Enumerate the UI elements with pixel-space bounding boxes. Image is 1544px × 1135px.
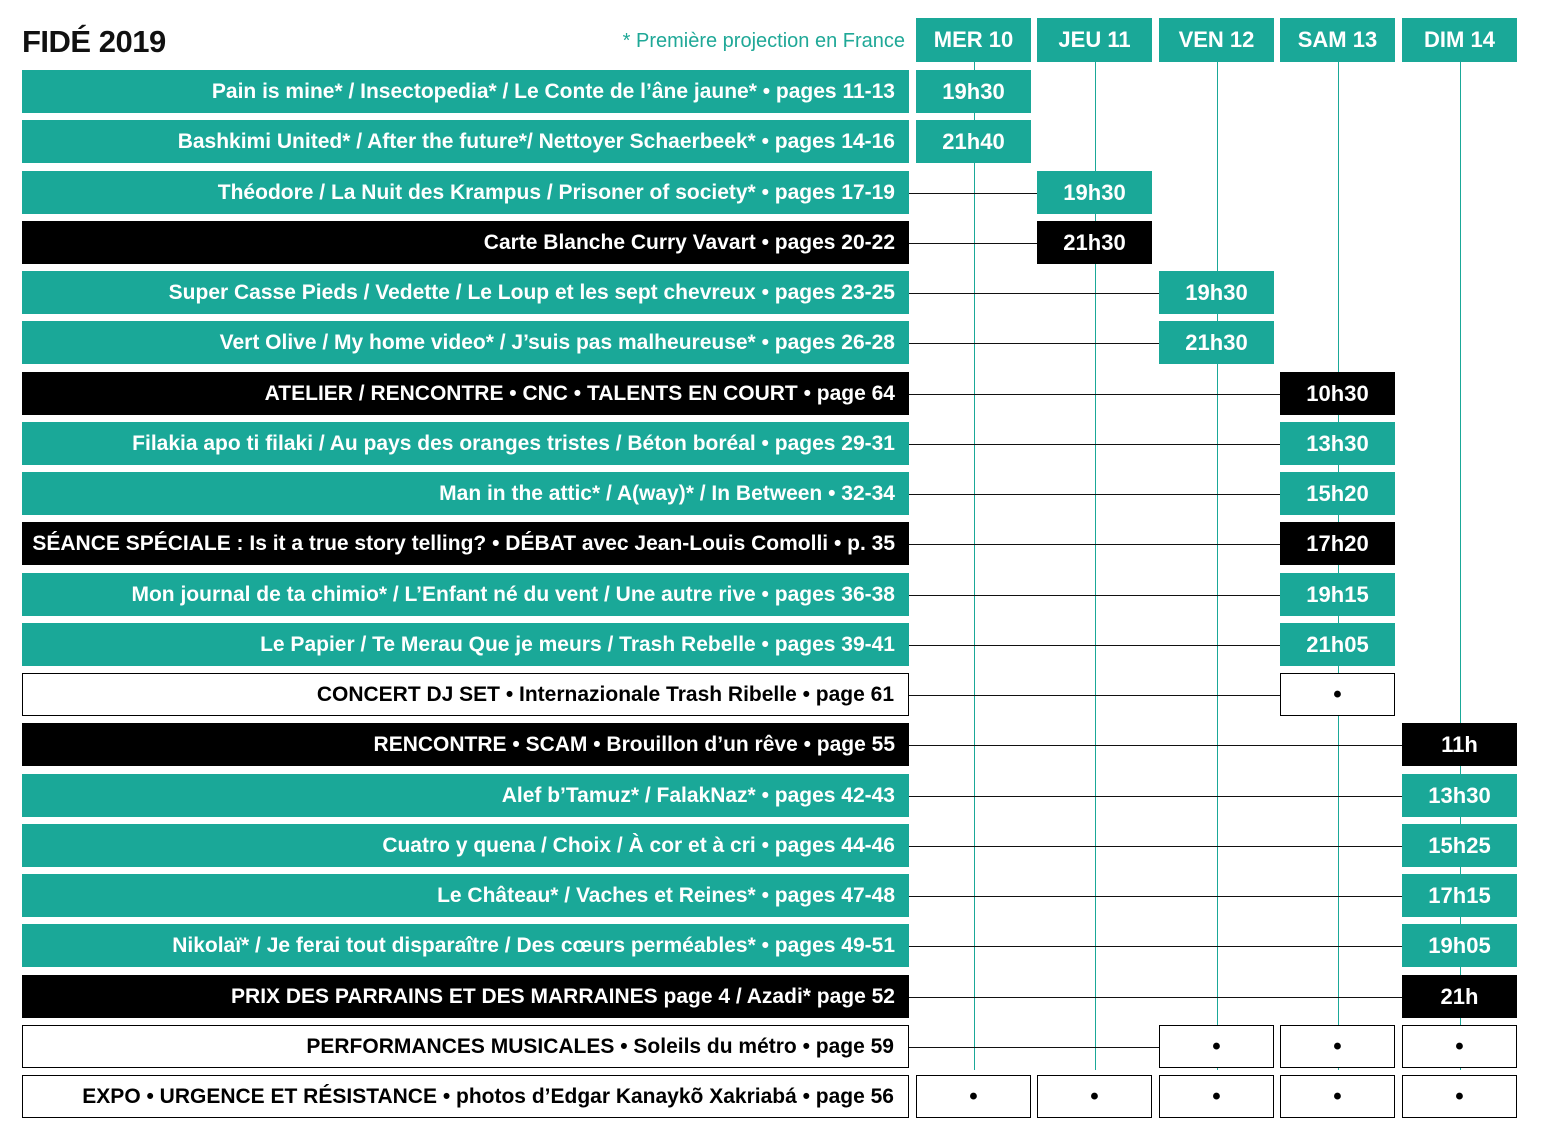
time-slot: 21h05 (1280, 623, 1395, 666)
time-slot: 10h30 (1280, 372, 1395, 415)
time-slot: 21h (1402, 975, 1517, 1018)
row-connector-line (909, 745, 1402, 747)
event-label: PRIX DES PARRAINS ET DES MARRAINES page 4 / Azadi* page 52 (22, 975, 909, 1018)
row-connector-line (909, 394, 1280, 396)
row-connector-line (909, 444, 1280, 446)
row-connector-line (909, 1047, 1159, 1049)
schedule-dot: • (916, 1075, 1031, 1118)
time-slot: 19h15 (1280, 573, 1395, 616)
day-header: JEU 11 (1037, 18, 1152, 62)
event-label: Super Casse Pieds / Vedette / Le Loup et les sept chevreux • pages 23-25 (22, 271, 909, 314)
event-label: Mon journal de ta chimio* / L’Enfant né du vent / Une autre rive • pages 36-38 (22, 573, 909, 616)
schedule-dot: • (1159, 1075, 1274, 1118)
day-header: MER 10 (916, 18, 1031, 62)
time-slot: 21h30 (1037, 221, 1152, 264)
time-slot: 15h20 (1280, 472, 1395, 515)
row-connector-line (909, 896, 1402, 898)
event-label: PERFORMANCES MUSICALES • Soleils du métro • page 59 (22, 1025, 909, 1068)
time-slot: 19h05 (1402, 924, 1517, 967)
event-label: Alef b’Tamuz* / FalakNaz* • pages 42-43 (22, 774, 909, 817)
time-slot: 17h15 (1402, 874, 1517, 917)
row-connector-line (909, 997, 1402, 999)
event-label: Théodore / La Nuit des Krampus / Prisoner of society* • pages 17-19 (22, 171, 909, 214)
row-connector-line (909, 645, 1280, 647)
premiere-note: * Première projection en France (622, 30, 905, 52)
event-label: Vert Olive / My home video* / J’suis pas malheureuse* • pages 26-28 (22, 321, 909, 364)
row-connector-line (909, 343, 1159, 345)
time-slot: 19h30 (916, 70, 1031, 113)
event-label: SÉANCE SPÉCIALE : Is it a true story telling? • DÉBAT avec Jean-Louis Comolli • p. 35 (22, 522, 909, 565)
event-label: Pain is mine* / Insectopedia* / Le Conte de l’âne jaune* • pages 11-13 (22, 70, 909, 113)
schedule-dot: • (1402, 1075, 1517, 1118)
event-label: Man in the attic* / A(way)* / In Between • 32-34 (22, 472, 909, 515)
row-connector-line (909, 193, 1037, 195)
time-slot: 21h30 (1159, 321, 1274, 364)
event-label: Carte Blanche Curry Vavart • pages 20-22 (22, 221, 909, 264)
event-label: Nikolaï* / Je ferai tout disparaître / Des cœurs perméables* • pages 49-51 (22, 924, 909, 967)
row-connector-line (909, 846, 1402, 848)
row-connector-line (909, 293, 1159, 295)
event-label: Le Château* / Vaches et Reines* • pages 47-48 (22, 874, 909, 917)
event-label: Le Papier / Te Merau Que je meurs / Trash Rebelle • pages 39-41 (22, 623, 909, 666)
row-connector-line (909, 243, 1037, 245)
event-label: Cuatro y quena / Choix / À cor et à cri • pages 44-46 (22, 824, 909, 867)
event-label: ATELIER / RENCONTRE • CNC • TALENTS EN COURT • page 64 (22, 372, 909, 415)
time-slot: 15h25 (1402, 824, 1517, 867)
schedule-dot: • (1280, 673, 1395, 716)
day-guide-line (974, 40, 976, 1070)
schedule-dot: • (1280, 1075, 1395, 1118)
row-connector-line (909, 946, 1402, 948)
event-label: RENCONTRE • SCAM • Brouillon d’un rêve • page 55 (22, 723, 909, 766)
time-slot: 19h30 (1159, 271, 1274, 314)
time-slot: 17h20 (1280, 522, 1395, 565)
day-guide-line (1217, 40, 1219, 1070)
row-connector-line (909, 544, 1280, 546)
day-header: DIM 14 (1402, 18, 1517, 62)
time-slot: 19h30 (1037, 171, 1152, 214)
event-label: Bashkimi United* / After the future*/ Nettoyer Schaerbeek* • pages 14-16 (22, 120, 909, 163)
row-connector-line (909, 796, 1402, 798)
day-header: SAM 13 (1280, 18, 1395, 62)
schedule-dot: • (1402, 1025, 1517, 1068)
row-connector-line (909, 595, 1280, 597)
event-label: EXPO • URGENCE ET RÉSISTANCE • photos d’Edgar Kanaykõ Xakriabá • page 56 (22, 1075, 909, 1118)
time-slot: 21h40 (916, 120, 1031, 163)
page-title: FIDÉ 2019 (22, 24, 166, 59)
row-connector-line (909, 494, 1280, 496)
schedule-dot: • (1280, 1025, 1395, 1068)
day-header: VEN 12 (1159, 18, 1274, 62)
row-connector-line (909, 695, 1280, 697)
time-slot: 13h30 (1402, 774, 1517, 817)
schedule-dot: • (1159, 1025, 1274, 1068)
time-slot: 13h30 (1280, 422, 1395, 465)
schedule-dot: • (1037, 1075, 1152, 1118)
time-slot: 11h (1402, 723, 1517, 766)
event-label: Filakia apo ti filaki / Au pays des oranges tristes / Béton boréal • pages 29-31 (22, 422, 909, 465)
event-label: CONCERT DJ SET • Internazionale Trash Ribelle • page 61 (22, 673, 909, 716)
